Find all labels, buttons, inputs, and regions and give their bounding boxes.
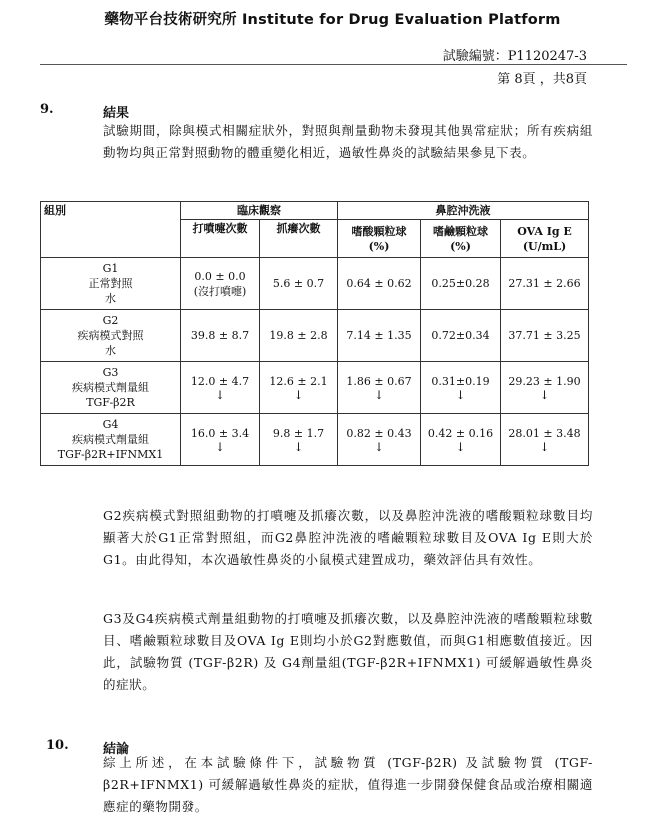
results-table — [40, 201, 589, 466]
group-cell — [41, 362, 181, 414]
group-cell — [41, 310, 181, 362]
eosinophil-header-unit: (%) — [368, 239, 390, 253]
sneeze-cell — [181, 362, 260, 414]
nasal-lavage-header: 鼻腔沖洗液 — [338, 202, 589, 220]
section-9-paragraph-2: G2疾病模式對照組動物的打噴嚏及抓癢次數，以及鼻腔沖洗液的嗜酸顆粒球數目均顯著大於G1正常對照組，而G2鼻腔沖洗液的嗜鹼顆粒球數目及OVA Ig E則大於G1。由此得知，本次過敏性鼻炎的小鼠模式建置成功，藥效評估具有效性。 — [103, 508, 593, 567]
basophil-cell: 0.72±0.34 — [421, 310, 501, 362]
group-treatment: 水 — [105, 344, 116, 357]
sneeze-value: 16.0 ± 3.4 — [190, 426, 250, 440]
section-10-title: 結論 — [103, 742, 130, 757]
decrease-arrow-icon: ↓ — [373, 439, 385, 454]
section-10-conclusion: 綜上所述，在本試驗條件下，試驗物質 (TGF-β2R) 及試驗物質 (TGF-β2R+IFNMX1) 可緩解過敏性鼻炎的症狀，值得進一步開發保健食品或治療相關適應症的藥物開發。 — [103, 755, 593, 814]
sneeze-cell: 39.8 ± 8.7 — [181, 310, 260, 362]
sneeze-cell — [181, 258, 260, 310]
section-9-number: 9. — [40, 102, 54, 117]
decrease-arrow-icon: ↓ — [455, 387, 466, 402]
group-desc: 正常對照 — [88, 277, 133, 290]
scratch-cell: 19.8 ± 2.8 — [260, 310, 338, 362]
eosinophil-cell: 0.64 ± 0.62 — [338, 258, 421, 310]
table-row-g2 — [41, 310, 589, 362]
group-column-header: 組別 — [41, 202, 181, 258]
sneeze-cell — [181, 414, 260, 466]
decrease-arrow-icon: ↓ — [539, 439, 550, 454]
basophil-value: 0.31±0.19 — [431, 374, 490, 388]
section-9-paragraph-3: G3及G4疾病模式劑量組動物的打噴嚏及抓癢次數，以及鼻腔沖洗液的嗜酸顆粒球數目、嗜鹼顆粒球數目及OVA Ig E則均小於G2對應數值，而與G1相應數值接近。因此，試驗物質 (TGF-β2R) 及 G4劑量組(TGF-β2R+IFNMX1) 可緩解過敏性鼻炎的症狀。 — [103, 611, 593, 692]
basophil-cell — [421, 414, 501, 466]
ova-ige-cell — [501, 414, 589, 466]
decrease-arrow-icon: ↓ — [214, 439, 226, 454]
table-row-g1 — [41, 258, 589, 310]
section-10-number: 10. — [46, 738, 69, 753]
eosinophil-header — [338, 220, 421, 258]
sneeze-value: 12.0 ± 4.7 — [190, 374, 250, 388]
group-desc: 疾病模式對照 — [77, 329, 144, 342]
group-id: G2 — [102, 314, 119, 327]
group-id: G1 — [102, 262, 119, 275]
ova-ige-header-unit: (U/mL) — [522, 239, 567, 253]
table-row-g3 — [41, 362, 589, 414]
ova-ige-header-label: OVA Ig E — [517, 224, 572, 238]
ova-ige-cell — [501, 362, 589, 414]
sneeze-note: (沒打噴嚏) — [193, 284, 247, 298]
ova-ige-value: 28.01 ± 3.48 — [508, 426, 581, 440]
group-treatment: TGF-β2R — [86, 396, 135, 409]
eosinophil-value: 0.82 ± 0.43 — [346, 426, 412, 440]
group-id: G3 — [102, 366, 119, 379]
header-divider — [40, 64, 627, 65]
sneeze-count-header: 打噴嚏次數 — [181, 220, 260, 258]
scratch-cell — [260, 362, 338, 414]
group-id: G4 — [102, 418, 119, 431]
group-desc: 疾病模式劑量組 — [72, 381, 149, 394]
group-treatment: 水 — [105, 292, 116, 305]
scratch-count-header: 抓癢次數 — [260, 220, 338, 258]
eosinophil-header-label: 嗜酸顆粒球 — [351, 224, 407, 238]
basophil-cell: 0.25±0.28 — [421, 258, 501, 310]
section-9-title: 結果 — [103, 106, 130, 121]
scratch-cell — [260, 414, 338, 466]
decrease-arrow-icon: ↓ — [293, 439, 304, 454]
ova-ige-cell: 27.31 ± 2.66 — [501, 258, 589, 310]
section-9-intro: 試驗期間，除與模式相關症狀外，對照與劑量動物未發現其他異常症狀；所有疾病組動物均與正常對照動物的體重變化相近，過敏性鼻炎的試驗結果參見下表。 — [103, 123, 593, 160]
eosinophil-cell — [338, 362, 421, 414]
eosinophil-cell: 7.14 ± 1.35 — [338, 310, 421, 362]
ova-ige-value: 29.23 ± 1.90 — [508, 374, 581, 388]
group-desc: 疾病模式劑量組 — [72, 433, 149, 446]
ova-ige-header — [501, 220, 589, 258]
page-header-title: 藥物平台技術研究所 Institute for Drug Evaluation Platform — [104, 12, 561, 28]
basophil-header-label: 嗜鹼顆粒球 — [433, 224, 488, 238]
group-treatment: TGF-β2R+IFNMX1 — [57, 448, 164, 461]
clinical-observation-header: 臨床觀察 — [181, 202, 338, 220]
basophil-header-unit: (%) — [450, 239, 471, 253]
decrease-arrow-icon: ↓ — [373, 387, 385, 402]
scratch-value: 9.8 ± 1.7 — [272, 426, 325, 440]
group-cell — [41, 258, 181, 310]
group-cell — [41, 414, 181, 466]
scratch-value: 12.6 ± 2.1 — [269, 374, 328, 388]
decrease-arrow-icon: ↓ — [539, 387, 550, 402]
basophil-cell — [421, 362, 501, 414]
sneeze-value: 0.0 ± 0.0 — [194, 269, 246, 283]
ova-ige-cell: 37.71 ± 3.25 — [501, 310, 589, 362]
page-count: 第 8頁 ，共8頁 — [497, 72, 587, 87]
basophil-header — [421, 220, 501, 258]
eosinophil-cell — [338, 414, 421, 466]
decrease-arrow-icon: ↓ — [455, 439, 466, 454]
decrease-arrow-icon: ↓ — [214, 387, 226, 402]
scratch-cell: 5.6 ± 0.7 — [260, 258, 338, 310]
decrease-arrow-icon: ↓ — [293, 387, 304, 402]
eosinophil-value: 1.86 ± 0.67 — [346, 374, 412, 388]
basophil-value: 0.42 ± 0.16 — [427, 426, 494, 440]
report-number: 試驗編號：P1120247-3 — [442, 49, 587, 64]
table-row-g4 — [41, 414, 589, 466]
